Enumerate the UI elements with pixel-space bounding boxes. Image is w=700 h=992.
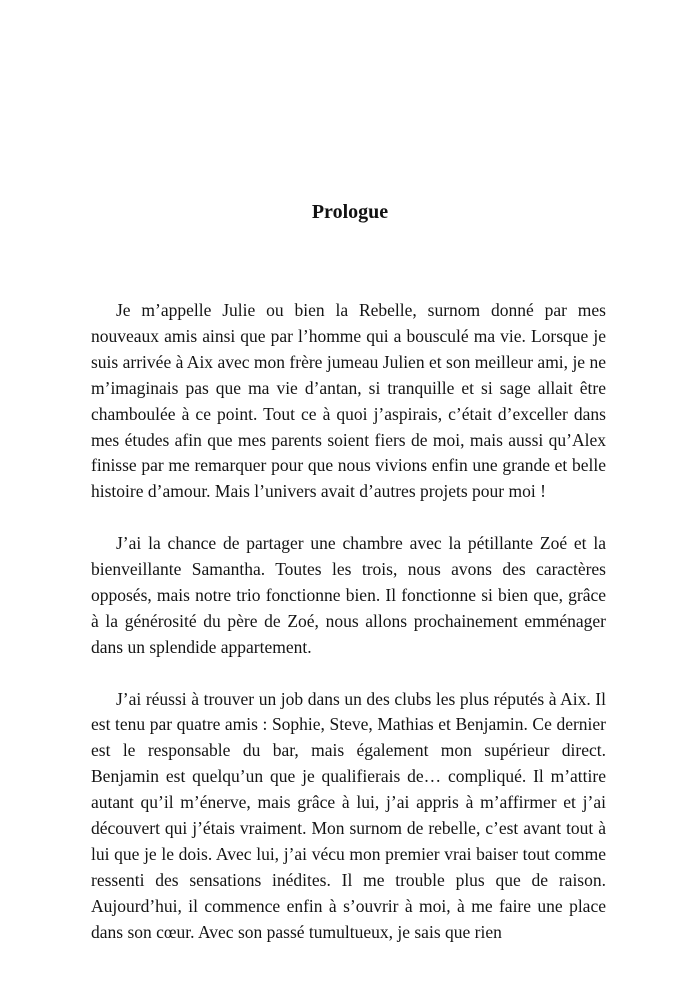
paragraph-1: Je m’appelle Julie ou bien la Rebelle, surnom donné par mes nouveaux amis ainsi que par l’homme qui a bousculé ma vie. Lorsque je suis arrivée à Aix avec mon frère jumeau Julien et son meilleur ami, je ne m’imaginais pas que ma vie d’antan, si tranquille et si sage allait être chamboulée à ce point. Tout ce à quoi j’aspirais, c’était d’exceller dans mes études afin que mes parents soient fiers de moi, mais aussi qu’Alex finisse par me remarquer pour que nous vivions enfin une grande et belle histoire d’amour. Mais l’univers avait d’autres projets pour moi ! xyxy=(91,300,606,502)
paragraph-3: J’ai réussi à trouver un job dans un des clubs les plus réputés à Aix. Il est tenu par quatre amis : Sophie, Steve, Mathias et Benjamin. Ce dernier est le responsable du bar, mais également mon supérieur direct. Benjamin est quelqu’un que je qualifierais de… compliqué. Il m’attire autant qu’il m’énerve, mais grâce à lui, j’ai appris à m’affirmer et j’ai découvert qui j’étais vraiment. Mon surnom de rebelle, c’est avant tout à lui que je le dois. Avec lui, j’ai vécu mon premier vrai baiser tout comme ressenti des sensations inédites. Il me trouble plus que de raison. Aujourd’hui, il commence enfin à s’ouvrir à moi, à me faire une place dans son cœur. Avec son passé tumultueux, je sais que rien xyxy=(91,688,606,942)
paragraph-2: J’ai la chance de partager une chambre avec la pétillante Zoé et la bienveillante Samantha. Toutes les trois, nous avons des caractères opposés, mais notre trio fonctionne bien. Il fonctionne si bien que, grâce à la générosité du père de Zoé, nous allons prochainement emménager dans un splendide appartement. xyxy=(91,533,606,657)
prologue-body xyxy=(91,298,606,972)
chapter-title: Prologue xyxy=(311,201,389,223)
